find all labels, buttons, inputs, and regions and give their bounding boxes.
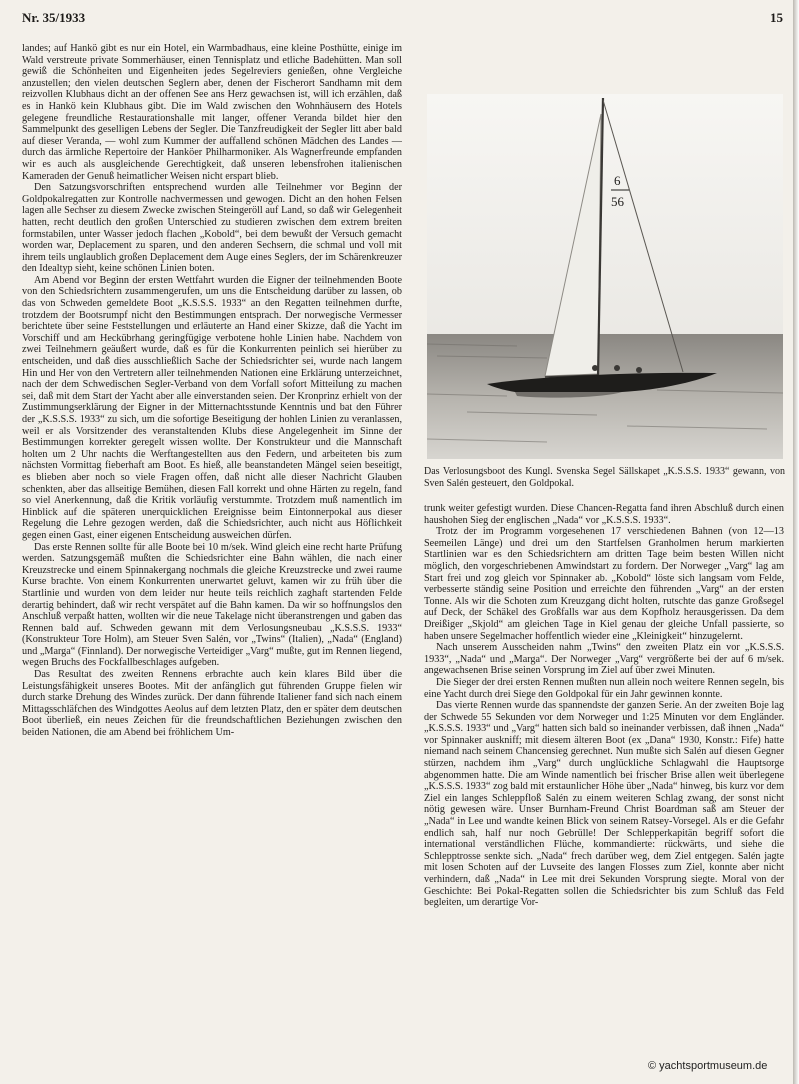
paragraph: Die Sieger der drei ersten Rennen mußten nun allein noch weitere Rennen segeln, bis eine Yacht durch drei Siege den Goldpokal für ein Jahr gewinnen konnte. (424, 676, 784, 700)
page-edge-shadow (793, 0, 799, 1084)
sail-number-top: 6 (614, 173, 621, 188)
sailboat-illustration (427, 94, 783, 459)
paragraph: Das vierte Rennen wurde das spannendste der ganzen Serie. An der zweiten Boje lag der Schwede 55 Sekunden vor dem Norweger und 1:25 Minuten vor dem Engländer. „K.S.S.S. 1933“ und „Varg“ hatten sich bald so ineinander verbissen, daß ihnen „Nada“ vor Spinnaker auskniff; mit diesem älteren Boot (ex „Dana“ 1930, Konstr.: Fife) hatte niemand nach seinem Chancensieg gerechnet. Nun mußte sich Salén auf diesen Gegner stürzen, nachdem ihm „Varg“ durch unglückliche Schlagwahl die Hauptsorge abgenommen hatte. Die am Winde namentlich bei frischer Brise allen weit überlegene „K.S.S.S. 1933“ zog bald mit erstaunlicher Höhe über „Nada“ hinweg, bis kurz vor dem Ziel ein langes Schleppfloß Salén zu einem weiteren Schlag zwang, der sonst nicht nötig gewesen wäre. Unser Burnham-Freund Christ Boardman saß am Steuer der „Nada“ in Lee und wandte keinen Blick von seinem Ratsey-Vorsegel. Als er die Gefahr endlich sah, half nur noch Gebrülle! Der Schlepperkapitän begriff sofort die international verständlichen Flüche, kommandierte: rückwärts, und siehe die Schlepptrosse senkte sich. „Nada“ frech darüber weg, dem Ziel entgegen. Salén jagte mit losen Schoten auf der Luvseite des langen Flosses zum Ziel, konnte aber nicht verhindern, daß „Nada“ in Lee mit drei Sekunden Vorsprung siegte. Moral von der Geschichte: Bei Pokal-Regatten sollen die Schiedsrichter bis zum Schluß das Feld begleiten, um derartige Vor- (424, 700, 784, 909)
crew-member (614, 365, 620, 371)
photo-caption: Das Verlosungsboot des Kungl. Svenska Segel Sällskapet „K.S.S.S. 1933“ gewann, von Sven Salén gesteuert, den Goldpokal. (424, 466, 785, 489)
crew-member (636, 367, 642, 373)
paragraph: Nach unserem Ausscheiden nahm „Twins“ den zweiten Platz ein vor „K.S.S.S. 1933“, „Nada“ und „Marga“. Der Norweger „Varg“ vergrößerte bei der auf 6 m/sek. angewachsenen Brise seinen Vorsprung im Ziel auf über zwei Minuten. (424, 642, 784, 677)
paragraph: Den Satzungsvorschriften entsprechend wurden alle Teilnehmer vor Beginn der Goldpokalregatten zur Kontrolle nachvermessen und gewogen. Dicht an den hohen Felsen lagen alle Sechser zu diesem Zwecke zwischen Steingeröll auf Land, so daß wir Gelegenheit hatten, recht deutlich den großen Unterschied zu studieren zwischen dem extrem breiten formstabilen, unter Wasser jedoch flachen „Kobold“, bei dem bewußt der Versuch gemacht worden war, Deplacement zu sparen, und den anderen Sechsern, die schmal und voll mit ihrem teils unglaublich großen Deplacement dem Auge eines Seglers, der im Schärenkreuzer den Idealtyp sieht, keine schönen Linien boten. (22, 182, 402, 275)
issue-number: Nr. 35/1933 (22, 10, 86, 25)
yacht-photo (427, 94, 783, 459)
right-column (424, 503, 784, 1073)
paragraph: Das Resultat des zweiten Rennens erbrachte auch kein klares Bild über die Leistungsfähigkeit unseres Bootes. Mit der anfänglich gut führenden Gruppe fielen wir durch starke Drehung des Windes zurück. Der dann führende Italiener fand sich nach einem Mittagsschläfchen des Windgottes Aeolus auf dem letzten Platz, den er später dem deutschen Boot überließ, ein neues Zeichen für die freundschaftlichen Beziehungen zwischen den beiden Nationen, die am Abend bei fröhlichem Um- (22, 669, 402, 739)
paragraph: Trotz der im Programm vorgesehenen 17 verschiedenen Bahnen (von 12—13 Seemeilen Länge) und drei um den Startfelsen Granholmen herum markierten Startlinien war es den Schiedsrichtern am dritten Tage beim besten Willen nicht möglich, den vorgeschriebenen Amwindstart zu fordern. Der Norweger „Varg“ lag am Start frei und zog gleich vor Spinnaker ab. „Kobold“ löste sich langsam vom Felde, verbesserte ständig seine Position und erreichte den führenden „Varg“ an der ersten Tonne. Als wir die Schoten zum Kreuzgang dicht holten, rutschte das ganze Großsegel auf Deck, der Schäkel des Großfalls war aus dem Kopfholz herausgerissen. Da dem Dreißiger „Skjold“ am gleichen Tage in Kiel genau der gleiche Unfall passierte, so haben unsere Segelmacher hoffentlich wieder eine „Kleinigkeit“ hinzugelernt. (424, 526, 784, 642)
crew-member (592, 365, 598, 371)
sail-number-bottom: 56 (611, 194, 624, 209)
paragraph: Am Abend vor Beginn der ersten Wettfahrt wurden die Eigner der teilnehmenden Boote von den Schiedsrichtern zusammengerufen, um uns die Entscheidung darüber zu lassen, ob das von Schweden gemeldete Boot „K.S.S.S. 1933“ an den Regatten teilnehmen durfte, trotzdem der Bootsrumpf nicht den Bestimmungen entsprach. Der norwegische Vermesser berichtete über seine Feststellungen und erläuterte an Hand einer Skizze, daß die Yacht im Vorschiff und am Heckübrhang geringfügige verbotene hohle Linien habe. Nachdem von zwei Teilnehmern geäußert wurde, daß es für die Konkurrenten peinlich sei hierüber zu entscheiden, und daß dies ausschließlich Sache der Schiedsrichter sei, wurde nach langem Hin und Her von den Vertretern aller teilnehmenden Nationen eine Erklärung unterzeichnet, nach der dem Schwedischen Segler-Verband von dem Vorfall sofort Mitteilung zu machen sei, daß mit dem Start der Yacht aber alle einverstanden seien. Der Kronprinz erhielt von der Zustimmungserklärung der Eigner in der Mitternachtsstunde Kenntnis und bat den Führer der „K.S.S.S. 1933“ zu sich, um die sofortige Beseitigung der hohlen Linien zu veranlassen, weil er als Vorsitzender des veranstaltenden Klubs diese Angelegenheit im Sinne der Bestimmungen korrekter geregelt wissen wollte. Der Konstrukteur und die Mannschaft holten um 2 Uhr nachts die Werftangestellten aus den Federn, und arbeiteten bis zum nächsten Vormittag fieberhaft am Boot. Es hieß, alle beanstandeten Mängel seien beseitigt, es blieben aber noch so viele Fragen offen, daß nicht alle dieser Nachricht Glauben schenkten, aber das allseitige Bemühen, diesen Fall korrekt und ohne Härten zu regeln, fand so viel Anerkennung, daß die Kritik vorläufig verstummte. Trotzdem muß namentlich im Hinblick auf die späteren unerquicklichen Ereignisse beim Eintonnerpokal aus dieser Regelung die Lehre gezogen werden, daß die Schiedsrichter, auch nicht aus Höflichkeit gegen einen Gast, einer eigenen Entscheidung ausweichen dürfen. (22, 274, 402, 541)
paragraph: Das erste Rennen sollte für alle Boote bei 10 m/sek. Wind gleich eine recht harte Prüfung werden. Satzungsgemäß mußten die Schiedsrichter eine Bahn wählen, die nach einer Kreuzstrecke und einem Spinnakergang nochmals die gleiche Kreuzstrecke und zwei raume Kurse brachte. Von einem Konkurrenten unerwartet geluvt, kamen wir zu früh über die Startlinie und wurden von dem leider nur heute teils reichlich zaghaft startenden Felde derartig behindert, daß wir recht verspätet auf die Bahn kamen. Da wir so hoffnungslos den Anschluß verpaßt hatten, wollten wir die neue Takelage nicht überanstrengen und gaben das Rennen bald auf. Schweden gewann mit dem Verlosungsneubau „K.S.S.S. 1933“ (Konstrukteur Tore Holm), am Steuer Sven Salén, vor „Twins“ (Italien), „Nada“ (England) und „Marga“ (Finnland). Der norwegische Verteidiger „Varg“ mußte, gut im Rennen liegend, wegen Bruchs des Fockfallbeschlages aufgeben. (22, 541, 402, 669)
left-column (22, 43, 402, 1073)
watermark-credit: © yachtsportmuseum.de (648, 1060, 768, 1072)
paragraph: landes; auf Hankö gibt es nur ein Hotel, ein Warmbadhaus, eine kleine Posthütte, einige im Wald verstreute private Sommerhäuser, einen Tennisplatz und etliche Badehütten. Man soll gewiß die Schönheiten und Eigenheiten jedes Segelreviers genießen, ohne Vergleiche anzustellen; den vielen deutschen Seglern aber, denen der Fischerort Sandhamn mit dem reizvollen Klubhaus dicht an der offenen See ans Herz gewachsen ist, will ich erzählen, daß es in Hankö kein Klubhaus gibt. Die im Wald zwischen den Wohnhäusern des Hotels gelegene freundliche Restaurationshalle mit langer, offener Veranda bildet hier den Sammelpunkt des geselligen Lebens der Segler. Die Tanzfreudigkeit der Segler litt aber bald auf dieser Veranda, — wohl zum Kummer der auffallend schönen Mädchen des Landes — durch das ärmliche Repertoire der Hanköer Philharmoniker. Als Wagnerfreunde empfanden wir es auch als ausgleichende Gerechtigkeit, daß unseren lebensfrohen italienischen Kameraden der Genuß heimatlicher Weisen nicht erspart blieb. (22, 43, 402, 182)
paragraph: trunk weiter gefestigt wurden. Diese Chancen-Regatta fand ihren Abschluß durch einen haushohen Sieg der englischen „Nada“ vor „K.S.S.S. 1933“. (424, 503, 784, 526)
page-number: 15 (770, 10, 783, 25)
